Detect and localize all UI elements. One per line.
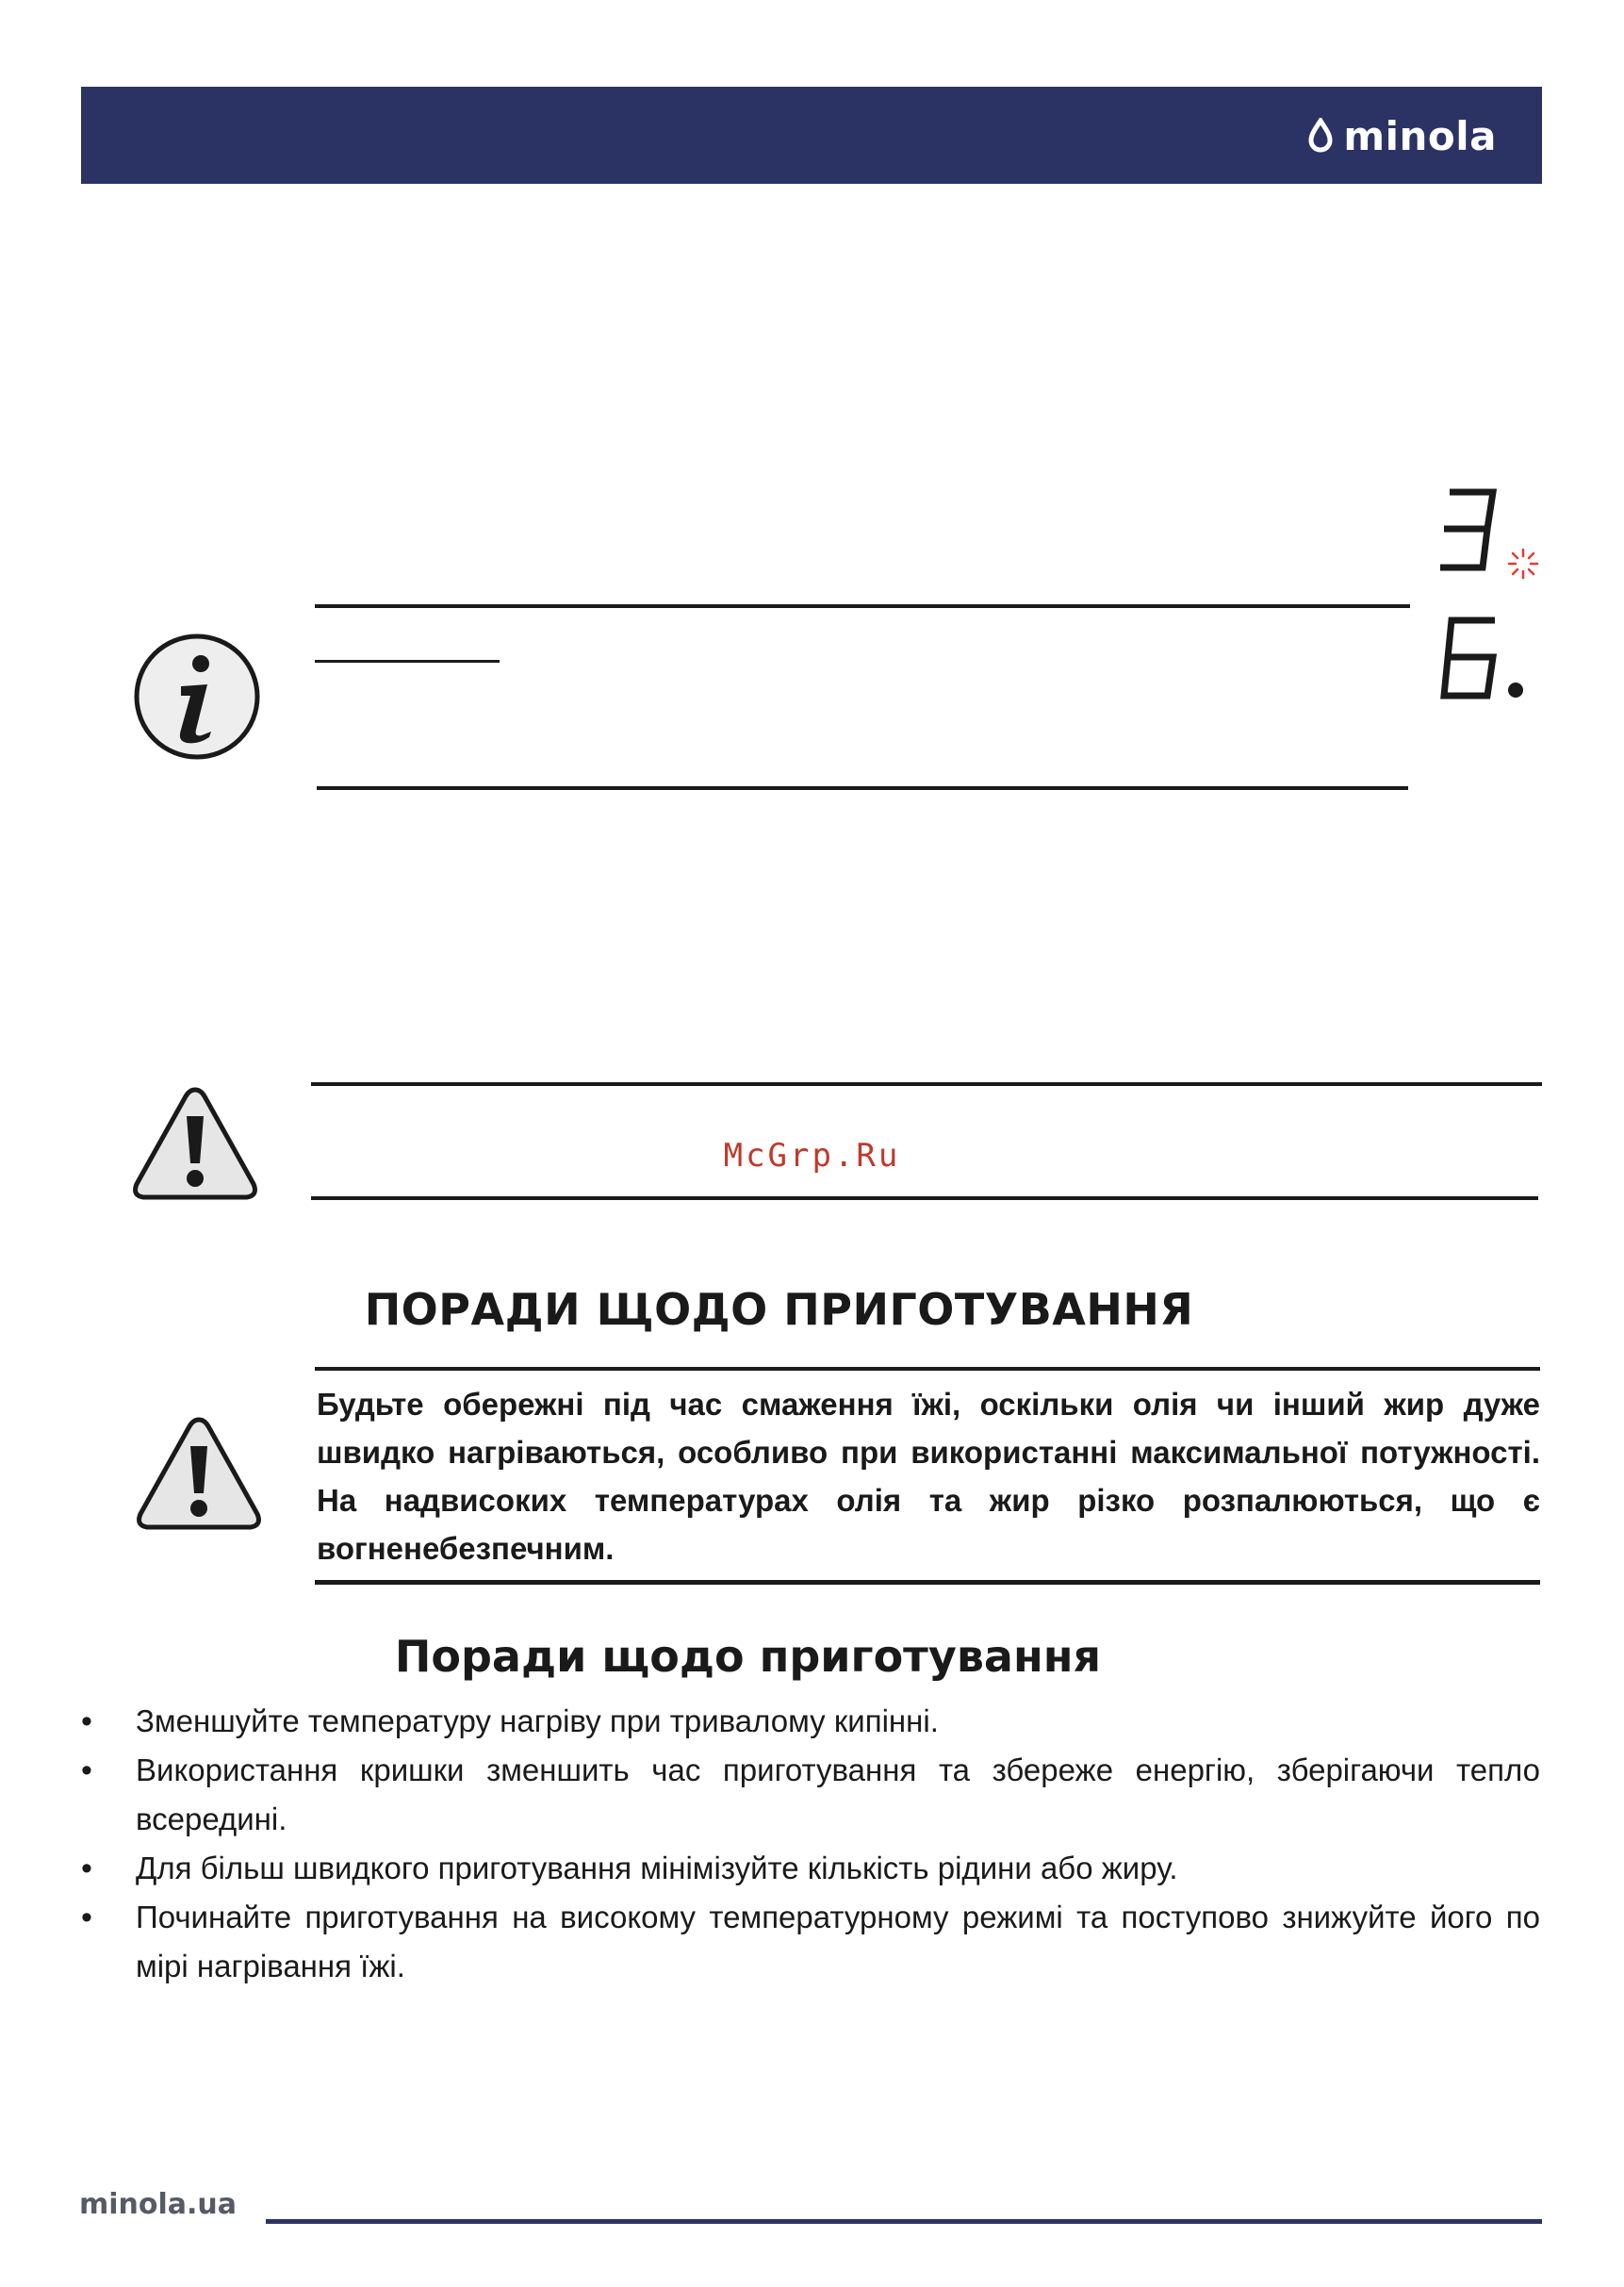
frying-warning-bottom-rule xyxy=(315,1580,1540,1585)
tips-section-title: Поради щодо приготування xyxy=(394,1631,1102,1682)
brand-logo xyxy=(1307,109,1497,162)
drop-icon xyxy=(1307,118,1334,154)
list-item: • Починайте приготування на високому температурному режимі та поступово знижуйте його по мірі нагрівання їжі. xyxy=(81,1893,1540,1991)
watermark: McGrp.Ru xyxy=(723,1137,901,1175)
cooking-section-title: ПОРАДИ ЩОДО ПРИГОТУВАННЯ xyxy=(364,1284,1194,1335)
info-icon xyxy=(132,632,262,762)
warning-top-rule xyxy=(311,1082,1542,1086)
frying-warning-text: Будьте обережні під час смаження їжі, оскільки олія чи інший жир дуже швидко нагріваються, особливо при використанні максимальної потужності. На надвисоких температурах олія та жир різко розпалюються, що є вогненебезпечним. xyxy=(317,1387,1540,1566)
display-digit-6 xyxy=(1440,611,1544,705)
tips-list xyxy=(81,1697,1540,1991)
header-bar xyxy=(81,87,1542,184)
frying-warning-top-rule xyxy=(315,1367,1540,1371)
footer-url: minola.ua xyxy=(79,2188,238,2221)
info-bottom-rule xyxy=(317,786,1408,790)
warning-icon xyxy=(132,1412,266,1535)
info-short-rule xyxy=(315,660,500,663)
warning-bottom-rule xyxy=(311,1196,1538,1200)
list-item: • Використання кришки зменшить час приготування та збереже енергію, зберігаючи тепло всередині. xyxy=(81,1746,1540,1844)
list-item: • Зменшуйте температуру нагріву при тривалому кипінні. xyxy=(81,1697,1540,1746)
display-digit-3 xyxy=(1440,483,1506,577)
info-top-rule xyxy=(315,604,1410,608)
brand-name: minola xyxy=(1343,112,1497,159)
blink-indicator-icon xyxy=(1506,547,1540,581)
footer-rule xyxy=(266,2219,1542,2224)
list-item: • Для більш швидкого приготування мінімізуйте кількість рідини або жиру. xyxy=(81,1844,1540,1893)
